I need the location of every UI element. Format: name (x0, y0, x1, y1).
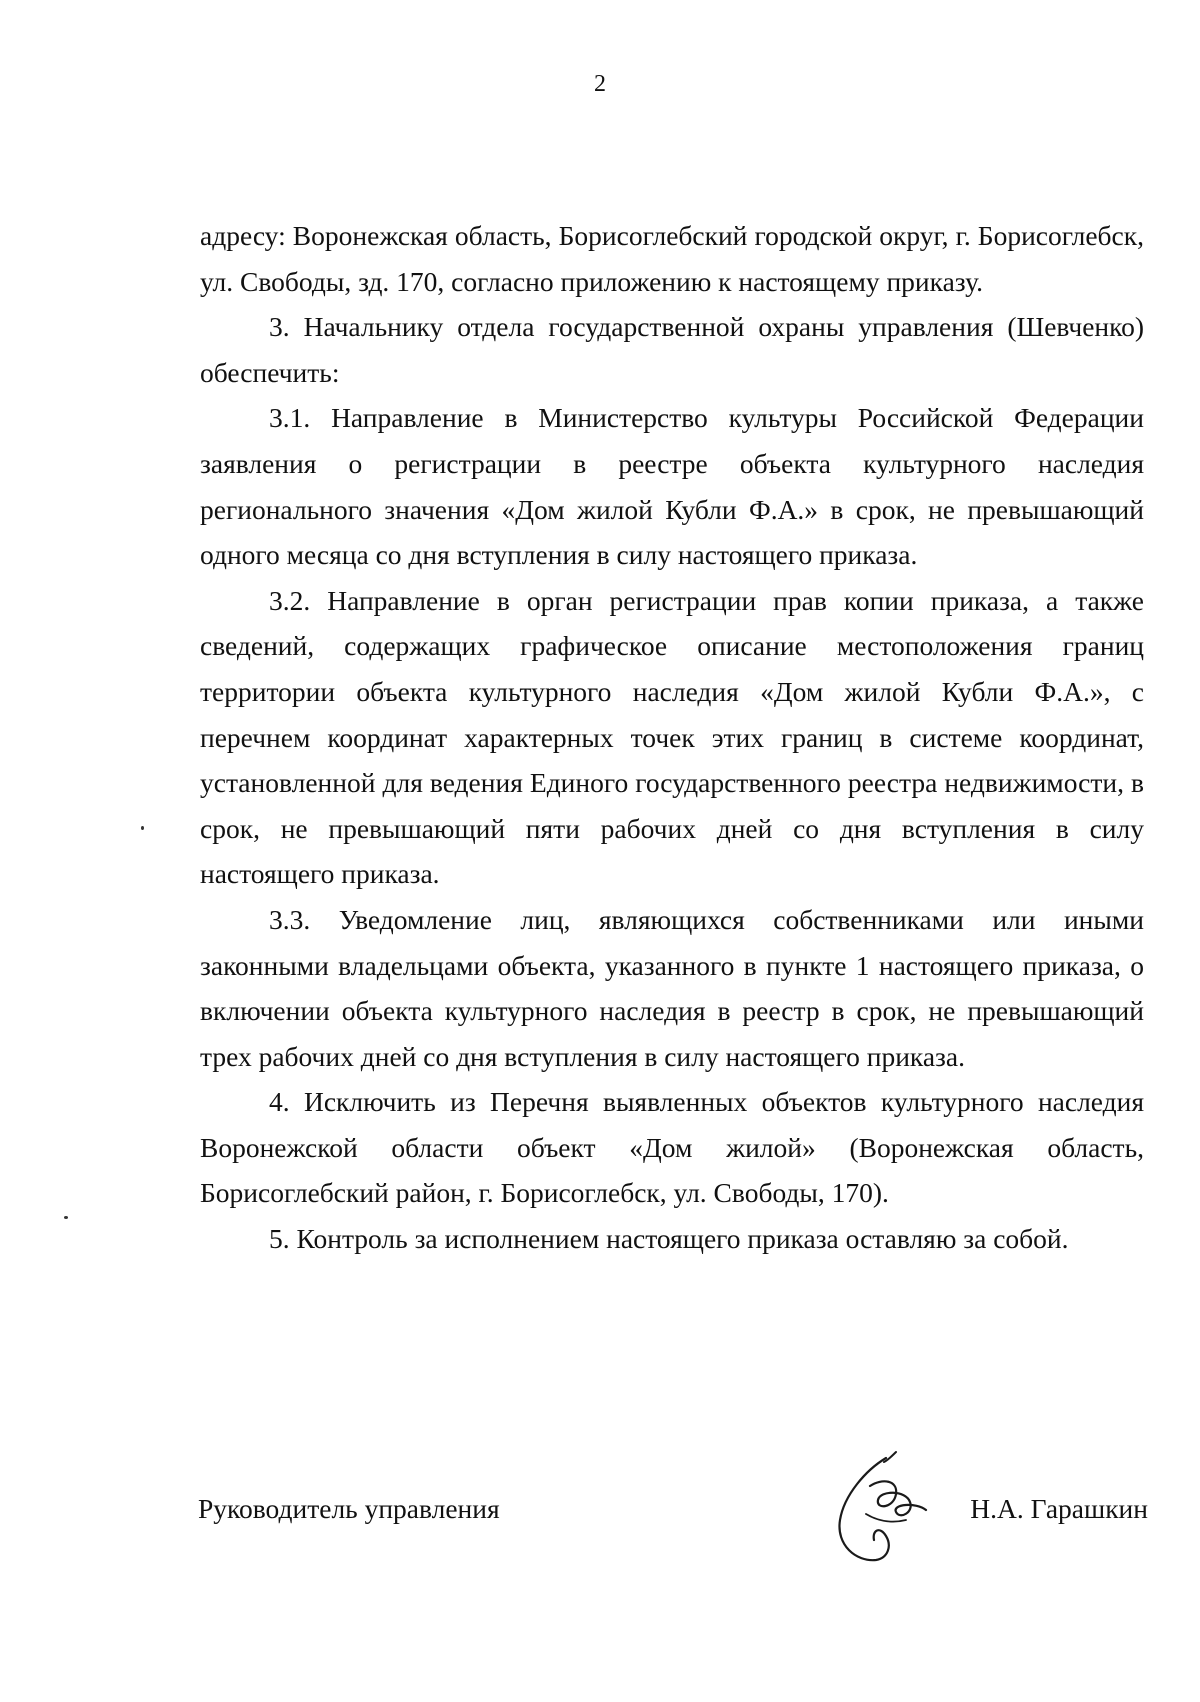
signer-title: Руководитель управления (198, 1493, 500, 1524)
paragraph-item-3-1: 3.1. Направление в Министерство культуры Российской Федерации заявления о регистрации в реестре объекта культурного наследия регионального значения «Дом жилой Кубли Ф.А.» в срок, не превышающий одного месяца со дня вступления в силу настоящего приказа. (200, 402, 1144, 571)
document-body (200, 213, 1144, 1262)
paragraph-item-3-2: 3.2. Направление в орган регистрации прав копии приказа, а также сведений, содержащих графическое описание местоположения границ территории объекта культурного наследия «Дом жилой Кубли Ф.А.», с перечнем координат характерных точек этих границ в системе координат, установленной для ведения Единого государственного реестра недвижимости, в срок, не превышающий пяти рабочих дней со дня вступления в силу настоящего приказа. (200, 584, 1144, 890)
scan-speck (141, 826, 144, 830)
paragraph-item-4: 4. Исключить из Перечня выявленных объектов культурного наследия Воронежской области объект «Дом жилой» (Воронежская область, Борисоглебский район, г. Борисоглебск, ул. Свободы, 170). (200, 1086, 1144, 1209)
signature-block (198, 1450, 1148, 1590)
page-number: 2 (594, 71, 606, 97)
paragraph-address: адресу: Воронежская область, Борисоглебский городской округ, г. Борисоглебск, ул. Свободы, зд. 170, согласно приложению к настоящему приказу. (200, 220, 1144, 297)
scan-speck (64, 1216, 68, 1219)
paragraph-item-5: 5. Контроль за исполнением настоящего приказа оставляю за собой. (269, 1223, 1069, 1255)
paragraph-item-3-3: 3.3. Уведомление лиц, являющихся собственниками или иными законными владельцами объекта, указанного в пункте 1 настоящего приказа, о включении объекта культурного наследия в реестр в срок, не превышающий трех рабочих дней со дня вступления в силу настоящего приказа. (200, 903, 1144, 1072)
signer-name: Н.А. Гарашкин (970, 1493, 1148, 1524)
paragraph-item-3: 3. Начальнику отдела государственной охраны управления (Шевченко) обеспечить: (200, 311, 1144, 388)
handwritten-signature (826, 1450, 936, 1580)
